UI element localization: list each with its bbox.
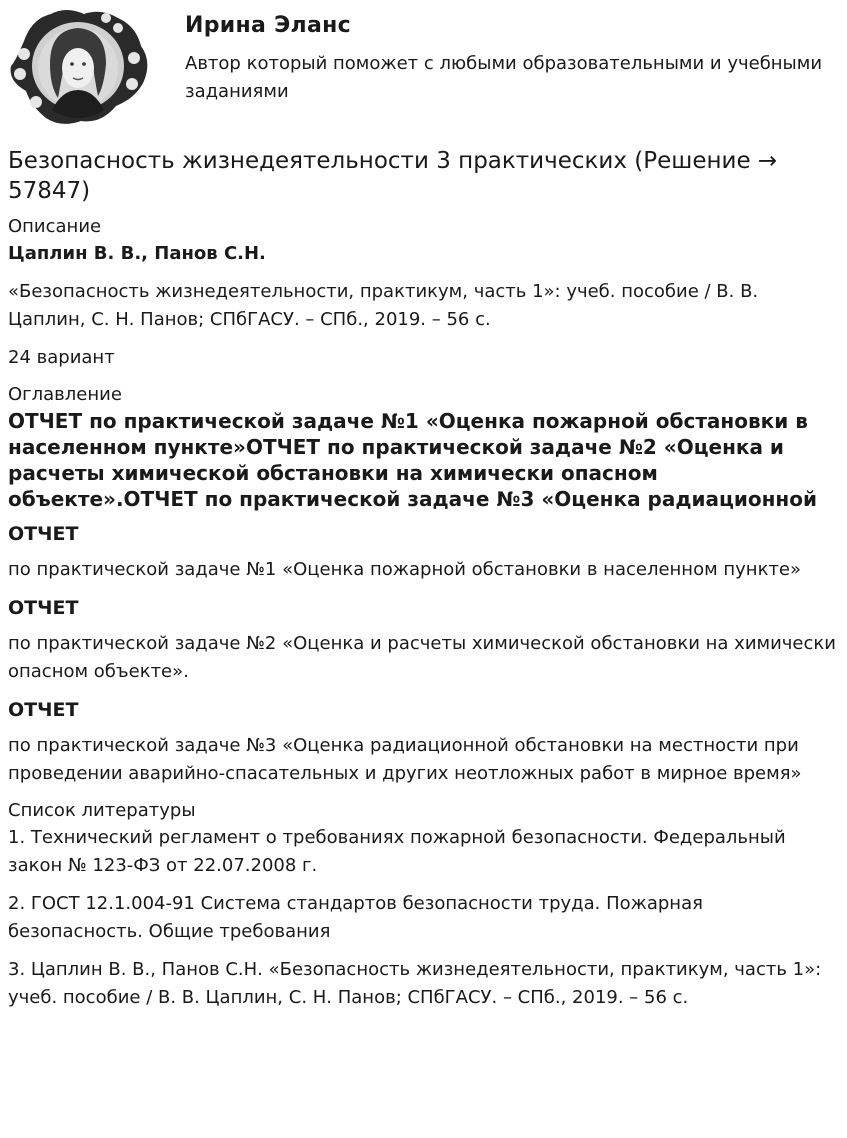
reference-item: 3. Цаплин В. В., Панов С.Н. «Безопасность жизнедеятельности, практикум, часть 1»: учеб. пособие / В. В. Цаплин, С. Н. Панов; СПбГАСУ. – СПб., 2019. – 56 с. [8,959,822,1008]
references-label: Список литературы [8,800,196,821]
work-variant: 24 вариант [8,347,115,368]
reference-item: 2. ГОСТ 12.1.004-91 Система стандартов безопасности труда. Пожарная безопасность. Общие требования [8,893,703,942]
description-label: Описание [8,216,102,237]
report-heading: ОТЧЕТ [8,597,79,619]
work-content [8,146,838,1022]
reference-item: 1. Технический регламент о требованиях пожарной безопасности. Федеральный закон № 123-ФЗ от 22.07.2008 г. [8,827,786,876]
report-heading: ОТЧЕТ [8,699,79,721]
report-text: по практической задаче №3 «Оценка радиационной обстановки на местности при проведении аварийно-спасательных и других неотложных работ в мирное время» [8,735,802,784]
toc-text: ОТЧЕТ по практической задаче №1 «Оценка пожарной обстановки в населенном пункте»ОТЧЕТ по практической задаче №2 «Оценка и расчеты химической обстановки на химически опасном объекте».ОТЧЕТ по практической задаче №3 «Оценка радиационной [8,409,817,511]
report-text: по практической задаче №2 «Оценка и расчеты химической обстановки на химически опасном объекте». [8,633,836,682]
page-title: Безопасность жизнедеятельности 3 практических (Решение → 57847) [8,148,778,204]
author-header [0,0,847,130]
report-text: по практической задаче №1 «Оценка пожарной обстановки в населенном пункте» [8,559,802,580]
work-authors: Цаплин В. В., Панов С.Н. [8,243,266,264]
report-heading: ОТЧЕТ [8,523,79,545]
author-description: Автор который поможет с любыми образовательными и учебными заданиями [185,53,823,102]
toc-label: Оглавление [8,384,122,405]
work-source: «Безопасность жизнедеятельности, практикум, часть 1»: учеб. пособие / В. В. Цаплин, С. Н. Панов; СПбГАСУ. – СПб., 2019. – 56 с. [8,281,759,330]
author-name[interactable]: Ирина Эланс [185,13,351,38]
author-avatar[interactable] [6,6,152,126]
